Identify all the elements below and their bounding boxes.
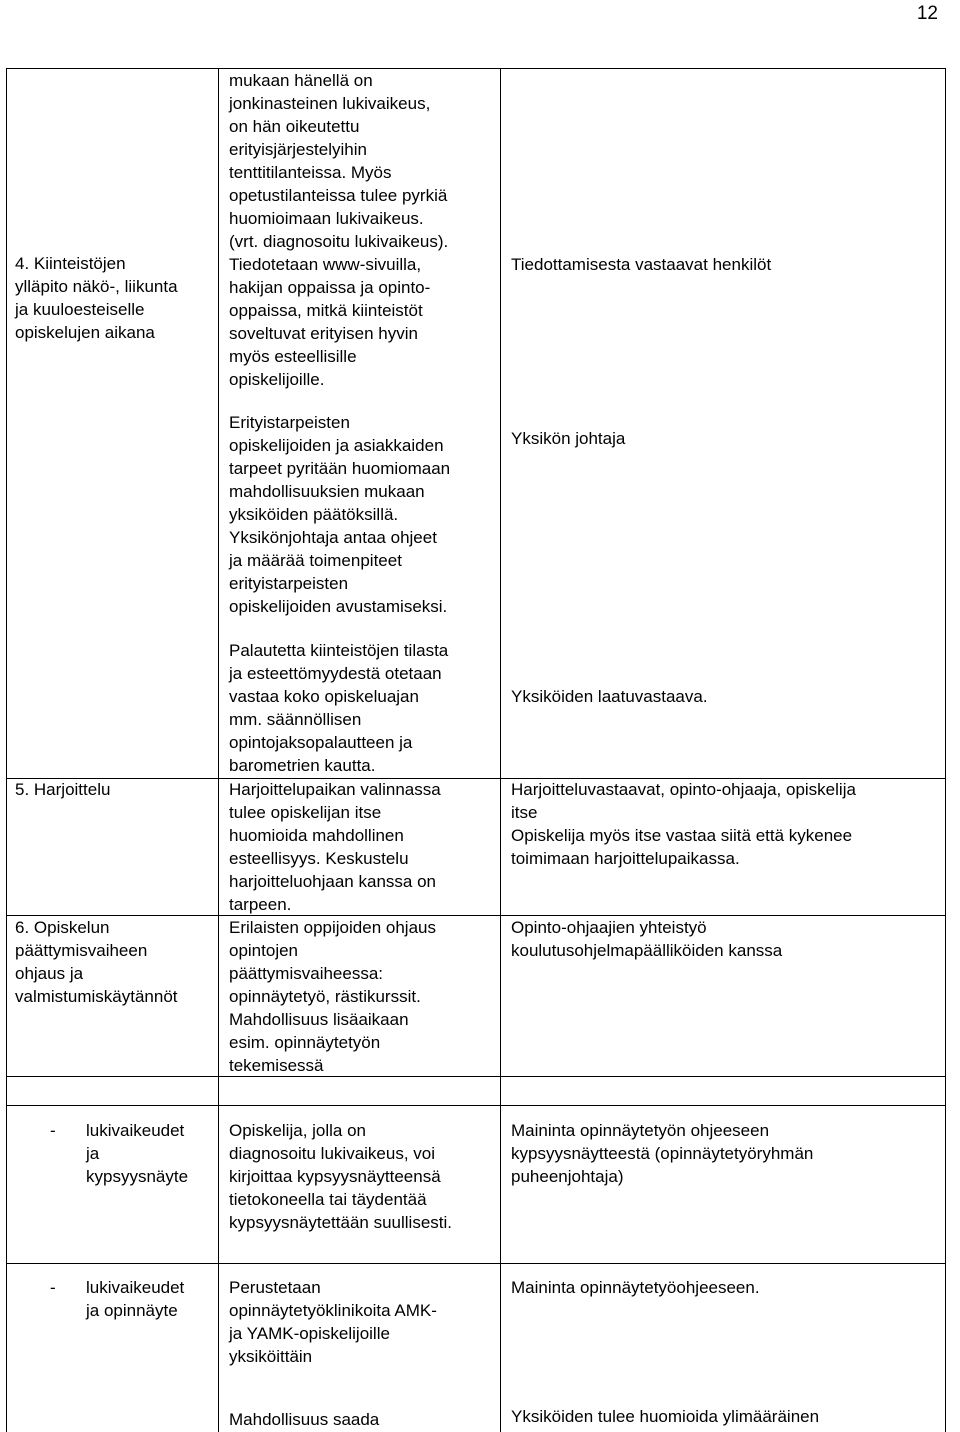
responsible-cell: Yksiköiden tulee huomioida ylimääräinen	[511, 1407, 820, 1426]
measure-cell: Harjoittelupaikan valinnassa tulee opiskelijan itse huomioida mahdollinen esteellisyys. Keskustelu harjoitteluohjaan kanssa on tarpeen.	[229, 780, 441, 914]
measure-cell: mukaan hänellä on jonkinasteinen lukivaikeus, on hän oikeutettu erityisjärjestelyihin tenttitilanteissa. Myös opetustilanteissa tulee pyrkiä huomioimaan lukivaikeus. (vrt. diagnosoitu lukivaikeus).	[229, 71, 449, 251]
row-divider	[6, 1263, 946, 1264]
table-left-border	[6, 68, 7, 1432]
measure-cell: Mahdollisuus saada	[229, 1410, 380, 1429]
measure-cell: Tiedotetaan www-sivuilla, hakijan oppaissa ja opinto- oppaissa, mitkä kiinteistöt soveltuvat erityisen hyvin myös esteellisille opiskelijoille.	[229, 255, 431, 389]
responsible-cell: Tiedottamisesta vastaavat henkilöt	[511, 255, 772, 274]
column-divider	[218, 68, 219, 1432]
responsible-cell: Yksikön johtaja	[511, 429, 626, 448]
column-divider	[500, 68, 501, 1432]
responsible-cell: Maininta opinnäytetyöohjeeseen.	[511, 1278, 760, 1297]
topic-cell: 6. Opiskelun päättymisvaiheen ohjaus ja valmistumiskäytännöt	[15, 918, 178, 1006]
measure-cell: Opiskelija, jolla on diagnosoitu lukivaikeus, voi kirjoittaa kypsyysnäytteensä tietokoneella tai täydentää kypsyysnäytettään suullisesti.	[229, 1121, 452, 1232]
responsible-cell: Maininta opinnäytetyön ohjeeseen kypsyysnäytteestä (opinnäytetyöryhmän puheenjohtaja)	[511, 1121, 814, 1186]
responsible-cell: Yksiköiden laatuvastaava.	[511, 687, 708, 706]
measure-cell: Palautetta kiinteistöjen tilasta ja esteettömyydestä otetaan vastaa koko opiskeluajan mm. säännöllisen opintojaksopalautteen ja barometrien kautta.	[229, 641, 449, 775]
table-right-border	[945, 68, 946, 1432]
list-dash: -	[50, 1121, 56, 1140]
topic-cell: lukivaikeudet ja opinnäyte	[86, 1278, 185, 1320]
topic-cell: 5. Harjoittelu	[15, 780, 111, 799]
row-divider	[6, 1105, 946, 1106]
responsible-cell: Harjoitteluvastaavat, opinto-ohjaaja, opiskelija itse Opiskelija myös itse vastaa siitä että kykenee toimimaan harjoittelupaikassa.	[511, 780, 856, 868]
list-dash: -	[50, 1278, 56, 1297]
responsible-cell: Opinto-ohjaajien yhteistyö koulutusohjelmapäälliköiden kanssa	[511, 918, 783, 960]
page-number: 12	[916, 3, 938, 24]
topic-cell: lukivaikeudet ja kypsyysnäyte	[86, 1121, 189, 1186]
measure-cell: Erilaisten oppijoiden ohjaus opintojen päättymisvaiheessa: opinnäytetyö, rästikurssit. Mahdollisuus lisäaikaan esim. opinnäytetyön tekemisessä	[229, 918, 436, 1075]
measure-cell: Perustetaan opinnäytetyöklinikoita AMK- ja YAMK-opiskelijoille yksiköittäin	[229, 1278, 437, 1366]
topic-cell: 4. Kiinteistöjen ylläpito näkö-, liikunta ja kuuloesteiselle opiskelujen aikana	[15, 254, 178, 342]
measure-cell: Erityistarpeisten opiskelijoiden ja asiakkaiden tarpeet pyritään huomiomaan mahdollisuuksien mukaan yksiköiden päätöksillä. Yksikönjohtaja antaa ohjeet ja määrää toimenpiteet erityistarpeisten opiskelijoiden avustamiseksi.	[229, 413, 451, 616]
table-top-border	[6, 68, 946, 69]
row-divider	[6, 1076, 946, 1077]
